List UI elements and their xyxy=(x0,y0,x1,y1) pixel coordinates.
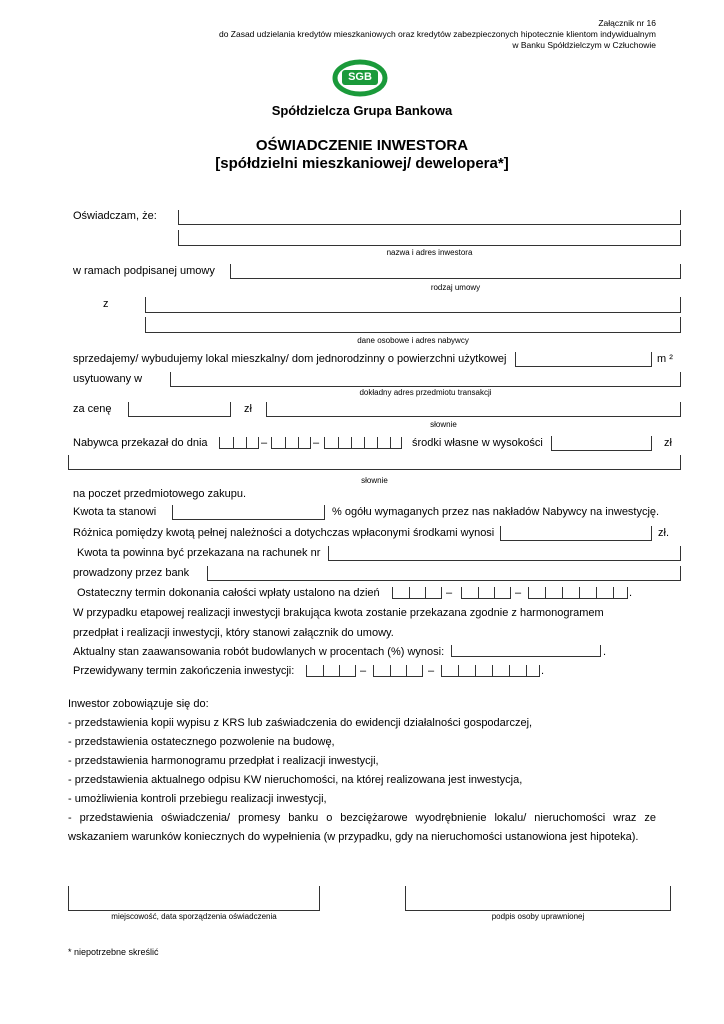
footnote: * niepotrzebne skreślić xyxy=(68,947,159,957)
sgb-logo xyxy=(332,58,388,98)
completion-day-field[interactable] xyxy=(306,665,356,677)
completion-month-field[interactable] xyxy=(373,665,423,677)
price-currency: zł xyxy=(244,403,252,415)
progress-period: . xyxy=(603,646,607,658)
address-field[interactable] xyxy=(170,372,681,387)
located-label: usytuowany w xyxy=(73,373,143,385)
attachment-description: do Zasad udzielania kredytów mieszkaniowych oraz kredytów zabezpieczonych hipotecznie klientom indywidualnym xyxy=(218,29,656,39)
declare-label: Oświadczam, że: xyxy=(73,210,157,222)
price-words-caption: słownie xyxy=(430,420,457,429)
bank-name-header: w Banku Spółdzielczym w Człuchowie xyxy=(512,40,656,50)
purpose-text: na poczet przedmiotowego zakupu. xyxy=(73,488,247,500)
obligation-item-last-cont: wskazaniem warunków koniecznych do wypełnienia (w przypadku, gdy na nieruchomości ustanowiona jest hipoteka). xyxy=(68,831,639,843)
obligation-item: - przedstawienia ostatecznego pozwolenie na budowę, xyxy=(68,736,335,748)
paid-day-field[interactable] xyxy=(219,437,259,449)
attachment-number: Załącznik nr 16 xyxy=(598,18,656,28)
deadline-month-field[interactable] xyxy=(461,587,511,599)
deadline-day-field[interactable] xyxy=(392,587,442,599)
page-title: OŚWIADCZENIE INWESTORA xyxy=(255,137,469,154)
date-dash: – xyxy=(360,665,367,677)
own-funds-words-caption: słownie xyxy=(361,476,388,485)
percent-field[interactable] xyxy=(172,505,325,520)
own-funds-field[interactable] xyxy=(551,436,652,451)
own-funds-label: środki własne w wysokości xyxy=(412,437,543,449)
contract-field[interactable] xyxy=(230,264,681,279)
area-field[interactable] xyxy=(515,352,652,367)
date-dash: – xyxy=(446,587,453,599)
buyer-field-2[interactable] xyxy=(145,317,681,333)
price-label: za cenę xyxy=(73,403,112,415)
obligation-item: - przedstawienia aktualnego odpisu KW nieruchomości, na której realizowana jest inwestycja, xyxy=(68,774,523,786)
with-label: z xyxy=(103,298,109,310)
own-funds-words-field[interactable] xyxy=(68,455,681,470)
progress-label: Aktualny stan zaawansowania robót budowlanych w procentach (%) wynosi: xyxy=(73,646,445,658)
date-dash: – xyxy=(261,437,268,449)
difference-label: Różnica pomiędzy kwotą pełnej należności a dotychczas wpłaconymi środkami wynosi xyxy=(73,527,495,539)
address-caption: dokładny adres przedmiotu transakcji xyxy=(359,388,492,397)
place-date-field[interactable] xyxy=(68,886,320,911)
deadline-period: . xyxy=(629,587,633,599)
logo-name: Spółdzielcza Grupa Bankowa xyxy=(271,103,453,118)
progress-field[interactable] xyxy=(451,645,601,657)
signature-caption: podpis osoby uprawnionej xyxy=(491,912,585,921)
obligation-item: - przedstawienia harmonogramu przedpłat i realizacji inwestycji, xyxy=(68,755,379,767)
logo-badge: SGB xyxy=(348,71,372,83)
date-dash: – xyxy=(515,587,522,599)
bank-label: prowadzony przez bank xyxy=(73,567,190,579)
account-field[interactable] xyxy=(328,546,681,561)
stage-text-2: przedpłat i realizacji inwestycji, który stanowi załącznik do umowy. xyxy=(73,627,394,639)
obligation-item: - umożliwienia kontroli przebiegu realizacji inwestycji, xyxy=(68,793,327,805)
investor-field-1[interactable] xyxy=(178,210,681,225)
date-dash: – xyxy=(428,665,435,677)
difference-field[interactable] xyxy=(500,526,652,541)
own-funds-currency: zł xyxy=(664,437,672,449)
deadline-year-field[interactable] xyxy=(528,587,628,599)
investor-caption: nazwa i adres inwestora xyxy=(386,248,473,257)
signature-field[interactable] xyxy=(405,886,671,911)
deadline-label: Ostateczny termin dokonania całości wpłaty ustalono na dzień xyxy=(77,587,380,599)
bank-field[interactable] xyxy=(207,566,681,581)
buyer-caption: dane osobowe i adres nabywcy xyxy=(357,336,469,345)
buyer-field-1[interactable] xyxy=(145,297,681,313)
date-dash: – xyxy=(313,437,320,449)
difference-currency: zł. xyxy=(658,527,669,539)
percent-text: % ogółu wymaganych przez nas nakładów Nabywcy na inwestycję. xyxy=(332,506,660,518)
investor-field-2[interactable] xyxy=(178,230,681,246)
amount-label: Kwota ta stanowi xyxy=(73,506,157,518)
paid-month-field[interactable] xyxy=(271,437,311,449)
page-subtitle: [spółdzielni mieszkaniowej/ dewelopera*] xyxy=(215,155,509,172)
account-label: Kwota ta powinna być przekazana na rachunek nr xyxy=(77,547,321,559)
place-date-caption: miejscowość, data sporządzenia oświadczenia xyxy=(111,912,277,921)
price-field[interactable] xyxy=(128,402,231,417)
stage-text-1: W przypadku etapowej realizacji inwestycji brakująca kwota zostanie przekazana zgodnie z harmonogramem xyxy=(73,607,604,619)
contract-label: w ramach podpisanej umowy xyxy=(73,265,215,277)
sell-label: sprzedajemy/ wybudujemy lokal mieszkalny/ dom jednorodzinny o powierzchni użytkowej xyxy=(73,353,507,365)
completion-label: Przewidywany termin zakończenia inwestycji: xyxy=(73,665,295,677)
paid-year-field[interactable] xyxy=(324,437,402,449)
area-unit: m ² xyxy=(657,353,673,365)
buyer-paid-label: Nabywca przekazał do dnia xyxy=(73,437,208,449)
obligation-item-last: - przedstawienia oświadczenia/ promesy banku o bezciężarowe wyodrębnienie lokalu/ nieruchomości wraz ze xyxy=(68,812,656,824)
completion-year-field[interactable] xyxy=(441,665,540,677)
obligation-item: - przedstawienia kopii wypisu z KRS lub zaświadczenia do ewidencji działalności gospodarczej, xyxy=(68,717,533,729)
obligations-intro: Inwestor zobowiązuje się do: xyxy=(68,698,209,710)
completion-period: . xyxy=(541,665,545,677)
contract-caption: rodzaj umowy xyxy=(430,283,481,292)
price-words-field[interactable] xyxy=(266,402,681,417)
